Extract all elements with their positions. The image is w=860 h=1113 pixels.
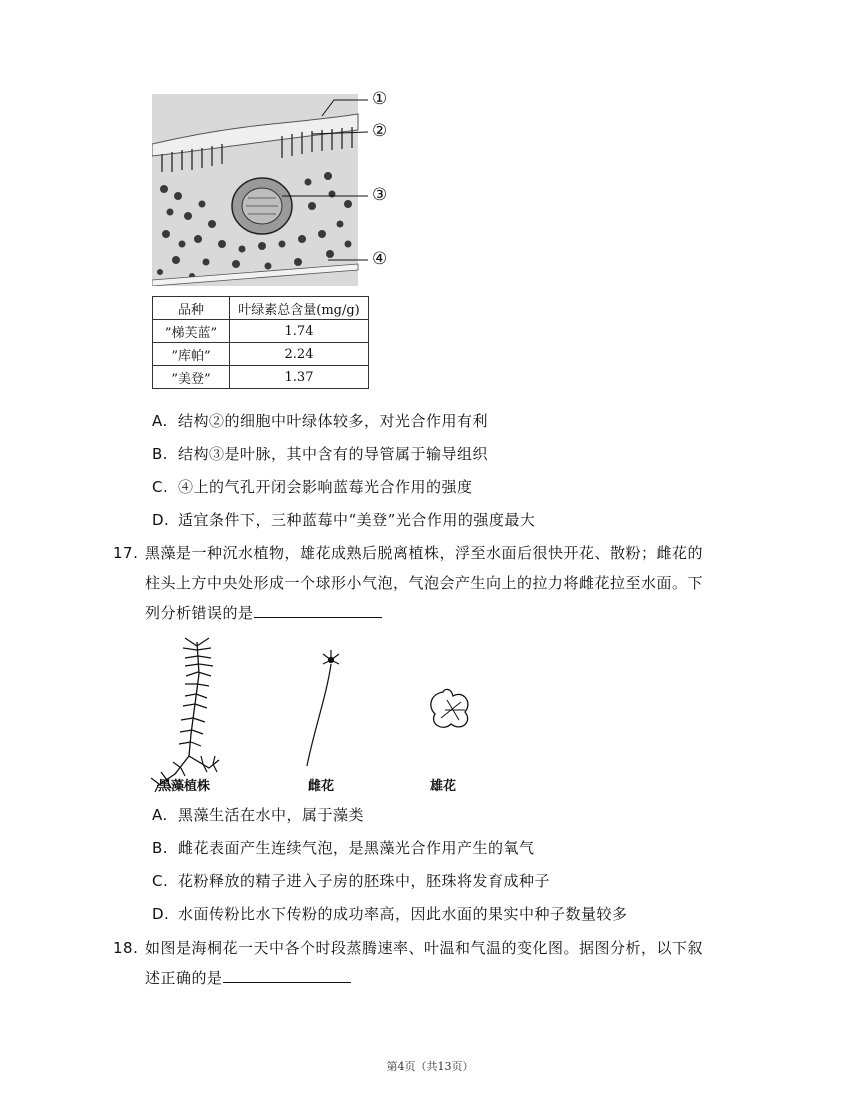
answer-blank[interactable] (254, 603, 382, 618)
q16-option-b (152, 443, 488, 464)
option-text: 黑藻生活在水中，属于藻类 (178, 806, 365, 824)
hydrilla-plant-drawing (157, 642, 219, 786)
callout-label-4: ④ (372, 249, 388, 269)
question-text: 如图是海桐花一天中各个时段蒸腾速率、叶温和气温的变化图。据图分析，以下叙 (145, 939, 704, 957)
caption-female-flower: 雌花 (308, 779, 335, 794)
q18-stem-line-2 (145, 967, 351, 988)
male-flower-drawing (431, 689, 468, 727)
q17-option-b (152, 837, 535, 858)
q16-option-d (152, 509, 535, 530)
table-row (153, 320, 369, 343)
q17-stem-line-3 (145, 602, 382, 623)
caption-male-flower: 雄花 (430, 779, 457, 794)
question-number: 17. (113, 544, 139, 562)
answer-blank[interactable] (223, 968, 351, 983)
question-text: 述正确的是 (145, 969, 223, 987)
option-letter: B. (152, 839, 169, 857)
option-text: 花粉释放的精子进入子房的胚珠中，胚珠将发育成种子 (178, 872, 551, 890)
question-text: 柱头上方中央处形成一个球形小气泡，气泡会产生向上的拉力将雌花拉至水面。下 (145, 574, 704, 592)
q17-option-c (152, 870, 550, 891)
chlorophyll-table (152, 296, 369, 389)
table-cell: ”美登” (153, 366, 230, 389)
q16-option-c (152, 476, 473, 497)
q17-stem-line-1 (113, 542, 703, 563)
callout-label-3: ③ (372, 185, 388, 205)
option-letter: A. (152, 806, 168, 824)
callout-label-1: ① (372, 89, 388, 109)
option-letter: A. (152, 412, 168, 430)
table-row (153, 366, 369, 389)
table-header-row (153, 297, 369, 320)
female-flower-drawing (307, 650, 339, 766)
option-letter: D. (152, 511, 170, 529)
option-text: 适宜条件下，三种蓝莓中“美登”光合作用的强度最大 (178, 511, 536, 529)
option-letter: D. (152, 905, 170, 923)
option-text: 雌花表面产生连续气泡，是黑藻光合作用产生的氧气 (178, 839, 535, 857)
q17-stem-line-2 (145, 572, 703, 593)
question-number: 18. (113, 939, 139, 957)
caption-hydrilla-plant: 黑藻植株 (158, 779, 211, 794)
option-letter: B. (152, 445, 169, 463)
option-text: ④上的气孔开闭会影响蓝莓光合作用的强度 (178, 478, 473, 496)
question-text: 列分析错误的是 (145, 604, 254, 622)
q18-stem-line-1 (113, 937, 703, 958)
table-cell: 1.37 (230, 366, 369, 389)
option-text: 结构③是叶脉，其中含有的导管属于输导组织 (178, 445, 489, 463)
q16-option-a (152, 410, 488, 431)
option-letter: C. (152, 872, 169, 890)
hydrilla-figure (145, 634, 490, 794)
q17-option-a (152, 804, 364, 825)
table-row (153, 343, 369, 366)
table-cell: ”库帕” (153, 343, 230, 366)
table-cell: 2.24 (230, 343, 369, 366)
leaf-cross-section-figure (152, 94, 392, 286)
table-header: 品种 (153, 297, 230, 320)
table-cell: 1.74 (230, 320, 369, 343)
question-text: 黑藻是一种沉水植物，雄花成熟后脱离植株，浮至水面后很快开花、散粉；雌花的 (145, 544, 704, 562)
option-letter: C. (152, 478, 169, 496)
q17-option-d (152, 903, 628, 924)
option-text: 结构②的细胞中叶绿体较多，对光合作用有利 (178, 412, 489, 430)
page-footer: 第4页（共13页） (386, 1060, 474, 1073)
table-header: 叶绿素总含量(mg/g) (230, 297, 369, 320)
callout-label-2: ② (372, 121, 388, 141)
table-cell: ”梯芙蓝” (153, 320, 230, 343)
option-text: 水面传粉比水下传粉的成功率高，因此水面的果实中种子数量较多 (178, 905, 628, 923)
